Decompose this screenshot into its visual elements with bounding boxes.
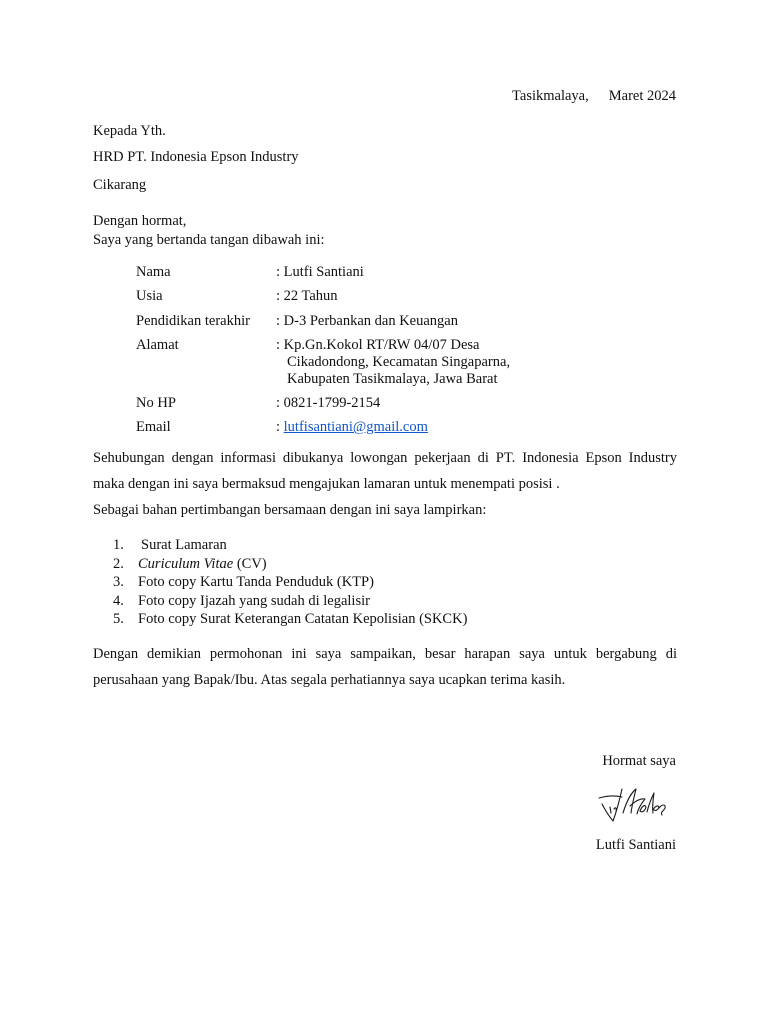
list-text: Foto copy Kartu Tanda Penduduk (KTP)	[138, 574, 374, 590]
list-number: 3.	[113, 574, 124, 590]
attachment-list	[113, 536, 467, 629]
greeting: Dengan hormat,	[93, 213, 187, 229]
list-number: 5.	[113, 611, 124, 627]
email-colon: :	[276, 419, 284, 435]
date-line	[512, 88, 676, 105]
recipient-city: Cikarang	[93, 177, 147, 193]
body-paragraph: Sebagai bahan pertimbangan bersamaan dengan ini saya lampirkan:	[93, 502, 487, 518]
list-item	[113, 573, 467, 592]
list-text: Surat Lamaran	[141, 537, 227, 553]
list-text-italic: Curiculum Vitae	[138, 555, 234, 572]
closing-text: Hormat saya	[602, 753, 676, 769]
identity-value: : Lutfi Santiani	[276, 264, 364, 280]
identity-value: : 22 Tahun	[276, 288, 338, 304]
identity-value: : D-3 Perbankan dan Keuangan	[276, 313, 458, 329]
address-line: : Kp.Gn.Kokol RT/RW 04/07 Desa	[276, 337, 480, 353]
date-text: Maret 2024	[608, 88, 676, 104]
list-number: 4.	[113, 592, 124, 609]
list-item	[113, 555, 467, 574]
identity-label: Usia	[136, 288, 163, 304]
address-line: Kabupaten Tasikmalaya, Jawa Barat	[287, 371, 498, 387]
recipient-salutation: Kepada Yth.	[93, 123, 166, 139]
identity-label: No HP	[136, 395, 176, 411]
address-block	[276, 337, 510, 388]
signature-image	[596, 780, 674, 830]
list-item	[113, 610, 467, 629]
list-text: Foto copy Surat Keterangan Catatan Kepolisian (SKCK)	[138, 611, 468, 627]
identity-label: Pendidikan terakhir	[136, 313, 250, 329]
list-number: 2.	[113, 555, 124, 572]
list-text: (CV)	[233, 555, 267, 572]
identity-label: Nama	[136, 264, 171, 280]
signer-name: Lutfi Santiani	[595, 837, 676, 853]
body-paragraph: Sehubungan dengan informasi dibukanya lowongan pekerjaan di PT. Indonesia Epson Industry maka dengan ini saya bermaksud mengajukan lamaran untuk menempati posisi .	[93, 450, 677, 492]
identity-label: Alamat	[136, 337, 179, 353]
recipient-name: HRD PT. Indonesia Epson Industry	[93, 149, 299, 165]
intro-text: Saya yang bertanda tangan dibawah ini:	[93, 232, 325, 248]
list-number: 1.	[113, 537, 124, 553]
list-text: Foto copy Ijazah yang sudah di legalisir	[138, 592, 370, 609]
identity-value: : 0821-1799-2154	[276, 395, 381, 411]
place-text: Tasikmalaya,	[512, 88, 589, 104]
identity-value	[276, 419, 428, 436]
address-line: Cikadondong, Kecamatan Singaparna,	[287, 354, 511, 370]
list-item	[113, 592, 467, 611]
identity-label: Email	[136, 419, 171, 435]
list-item	[113, 536, 467, 555]
closing-paragraph: Dengan demikian permohonan ini saya sampaikan, besar harapan saya untuk bergabung di perusahaan yang Bapak/Ibu. Atas segala perhatiannya saya ucapkan terima kasih.	[93, 646, 677, 688]
email-link[interactable]: lutfisantiani@gmail.com	[283, 419, 428, 435]
